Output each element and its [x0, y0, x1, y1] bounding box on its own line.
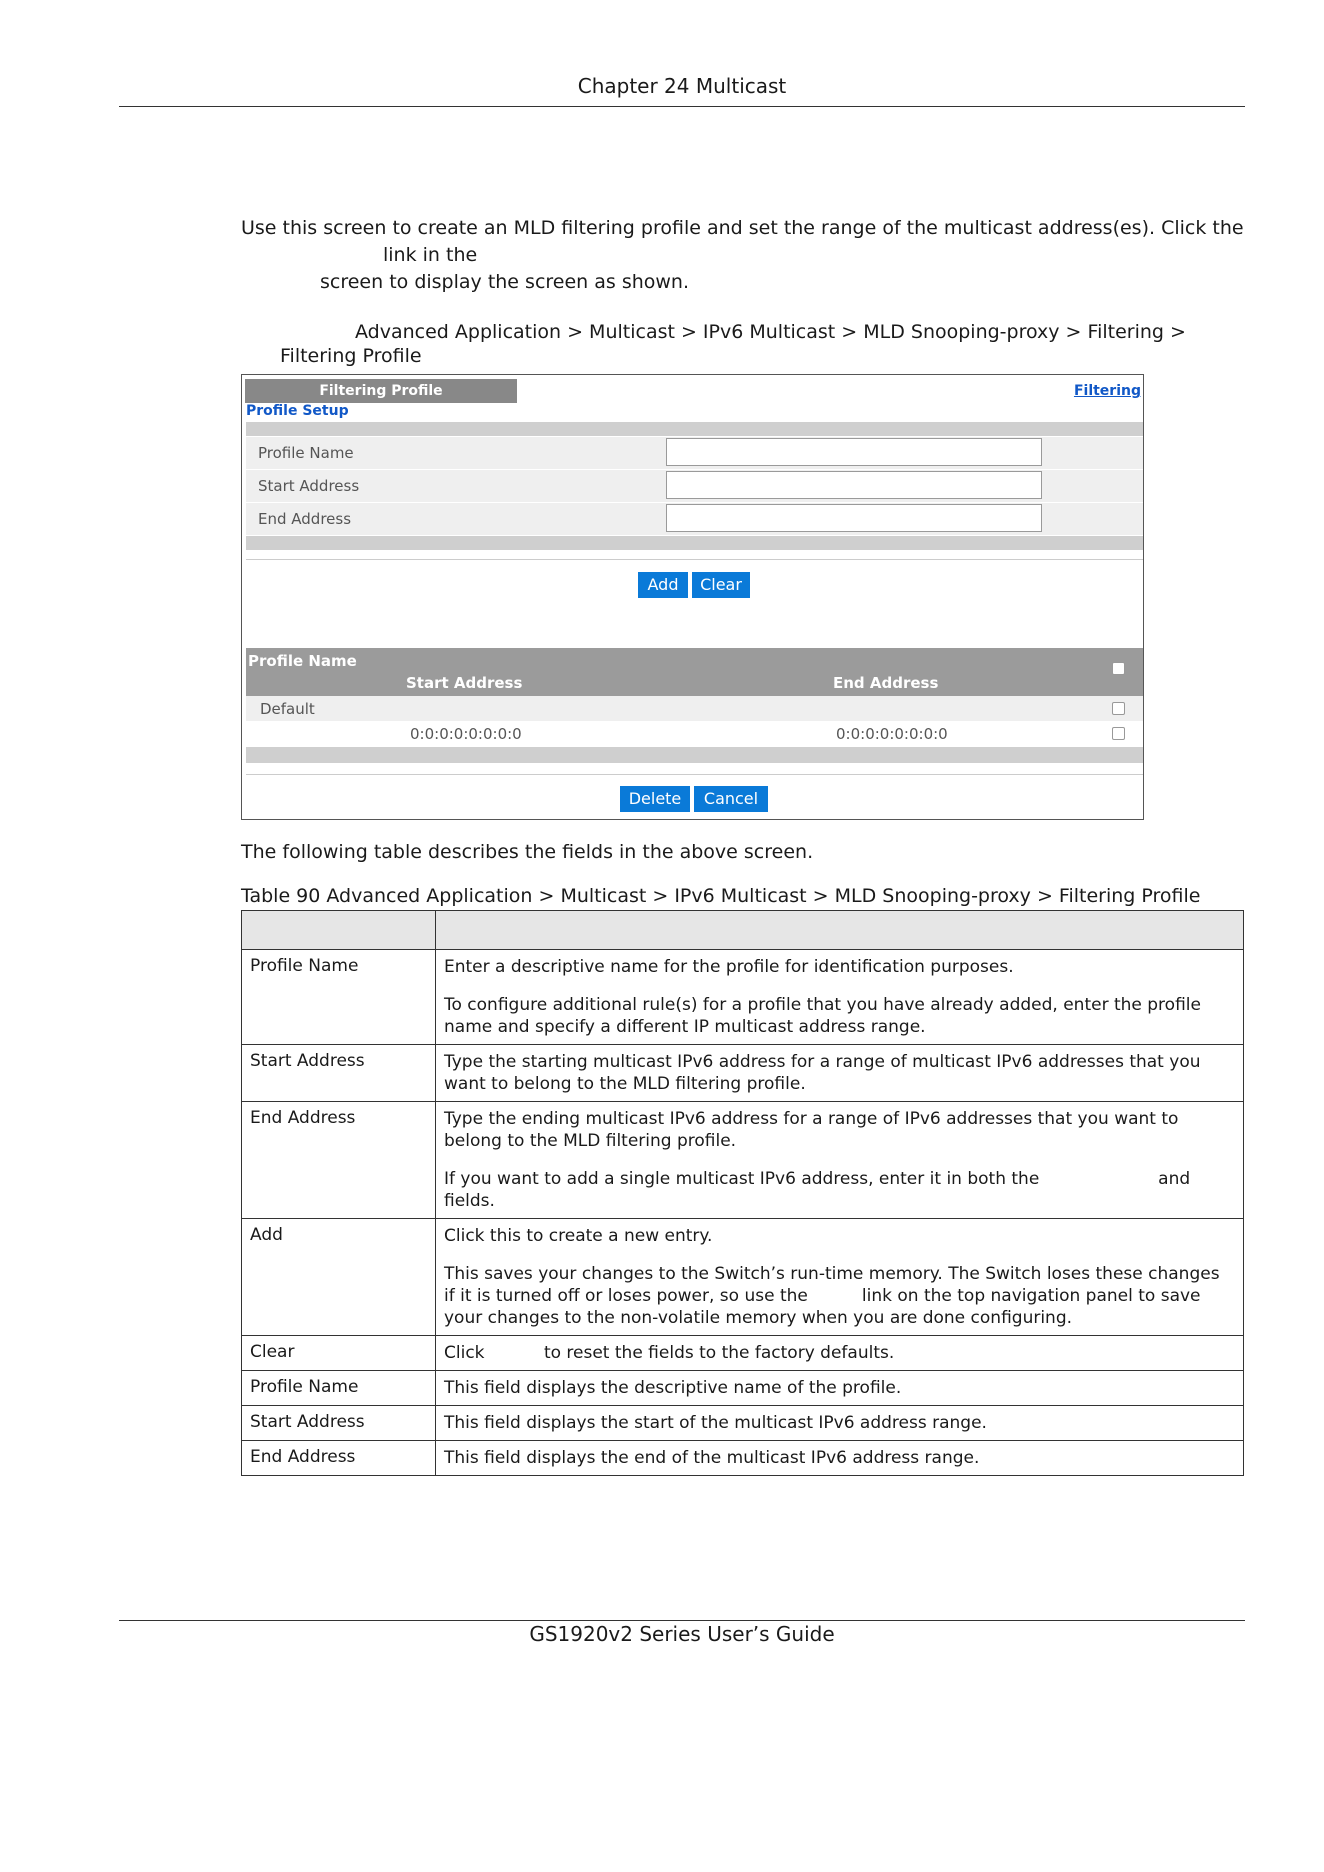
- intro-line-3: screen to display the screen as shown.: [320, 271, 690, 293]
- range-end-value: 0:0:0:0:0:0:0:0: [836, 725, 948, 743]
- start-address-label: Start Address: [258, 477, 360, 495]
- table-row: [242, 1219, 1244, 1336]
- row-description: [436, 1045, 1244, 1102]
- intro-line-2: link in the: [383, 244, 478, 266]
- table-row: [242, 950, 1244, 1045]
- header-divider: [119, 106, 1245, 107]
- description-text: Click to reset the fields to the factory defaults.: [444, 1343, 895, 1363]
- form-bottom-bar: [246, 536, 1143, 550]
- intro-line-1: Use this screen to create an MLD filtering profile and set the range of the multicast address(es). Click the: [241, 217, 1244, 239]
- range-row: [246, 721, 1143, 746]
- row-label: Profile Name: [242, 950, 436, 1045]
- row-label: Start Address: [242, 1406, 436, 1441]
- row-label: Start Address: [242, 1045, 436, 1102]
- table-caption: Table 90 Advanced Application > Multicast > IPv6 Multicast > MLD Snooping-proxy > Filtering Profile: [241, 885, 1201, 907]
- table-intro: The following table describes the fields in the above screen.: [241, 841, 814, 863]
- col-start-address: Start Address: [406, 674, 523, 692]
- row-label: Profile Name: [242, 1371, 436, 1406]
- description-text: This field displays the start of the multicast IPv6 address range.: [444, 1413, 987, 1433]
- profile-name-input[interactable]: [666, 438, 1042, 466]
- footer-guide-title: GS1920v2 Series User’s Guide: [529, 1622, 835, 1646]
- table-header-description: [436, 911, 1244, 950]
- profile-name-label: Profile Name: [258, 444, 354, 462]
- range-start-value: 0:0:0:0:0:0:0:0: [410, 725, 522, 743]
- description-table: [241, 910, 1277, 1476]
- table-row: [242, 1102, 1244, 1219]
- profile-setup-heading: Profile Setup: [246, 403, 349, 419]
- row-label: End Address: [242, 1441, 436, 1476]
- row-label: Add: [242, 1219, 436, 1336]
- row-label: Clear: [242, 1336, 436, 1371]
- row-label: End Address: [242, 1102, 436, 1219]
- table-row: [242, 1441, 1244, 1476]
- table-header-label: [242, 911, 436, 950]
- description-text: Click this to create a new entry.: [444, 1226, 713, 1246]
- row-description: [436, 1441, 1244, 1476]
- description-text: Type the starting multicast IPv6 address for a range of multicast IPv6 addresses that you want to belong to the MLD filtering profile.: [444, 1052, 1201, 1094]
- select-all-checkbox[interactable]: [1112, 662, 1125, 675]
- description-text: This field displays the end of the multicast IPv6 address range.: [444, 1448, 980, 1468]
- filtering-profile-panel: [241, 374, 1144, 820]
- description-text: This saves your changes to the Switch’s run-time memory. The Switch loses these changes if it is turned off or loses power, so use the link on the top navigation panel to save your changes to the non-volatile memory when you are done configuring.: [444, 1264, 1225, 1328]
- cancel-button[interactable]: Cancel: [694, 786, 768, 812]
- description-text: Enter a descriptive name for the profile for identification purposes.: [444, 957, 1014, 977]
- section-bar: [246, 422, 1143, 436]
- row-description: [436, 1406, 1244, 1441]
- row-description: [436, 1336, 1244, 1371]
- table-row: [242, 1371, 1244, 1406]
- table-row: [242, 1406, 1244, 1441]
- add-button[interactable]: Add: [638, 572, 688, 598]
- end-address-label: End Address: [258, 510, 352, 528]
- footer-divider: [119, 1620, 1245, 1621]
- filtering-link[interactable]: Filtering: [1073, 383, 1141, 399]
- figure-caption-line-2: Filtering Profile: [280, 345, 422, 367]
- profile-row-default: [246, 696, 1143, 721]
- end-address-input[interactable]: [666, 504, 1042, 532]
- description-text: This field displays the descriptive name of the profile.: [444, 1378, 902, 1398]
- figure-caption-line-1: Advanced Application > Multicast > IPv6 Multicast > MLD Snooping-proxy > Filtering >: [355, 321, 1186, 343]
- profile-row-checkbox[interactable]: [1112, 702, 1125, 715]
- table-row: [242, 1045, 1244, 1102]
- description-text: Type the ending multicast IPv6 address for a range of IPv6 addresses that you want to belong to the MLD filtering profile.: [444, 1109, 1179, 1151]
- chapter-title: Chapter 24 Multicast: [577, 74, 787, 98]
- row-description: [436, 1102, 1277, 1219]
- clear-button[interactable]: Clear: [692, 572, 750, 598]
- profile-list-header: [246, 648, 1143, 696]
- start-address-row: [246, 470, 1143, 503]
- list-divider: [246, 774, 1143, 775]
- delete-button[interactable]: Delete: [620, 786, 690, 812]
- row-description: [436, 1371, 1244, 1406]
- table-row: [242, 1336, 1244, 1371]
- table-header-row: [242, 911, 1244, 950]
- end-address-row: [246, 503, 1143, 536]
- description-text: To configure additional rule(s) for a profile that you have already added, enter the profile name and specify a different IP multicast address range.: [444, 995, 1201, 1037]
- list-bottom-bar: [246, 747, 1143, 763]
- range-row-checkbox[interactable]: [1112, 727, 1125, 740]
- col-end-address: End Address: [833, 674, 939, 692]
- row-description: [436, 1219, 1244, 1336]
- profile-name-row: [246, 437, 1143, 470]
- row-description: [436, 950, 1244, 1045]
- form-divider: [246, 559, 1143, 560]
- col-profile-name: Profile Name: [248, 652, 357, 670]
- profile-row-name: Default: [260, 700, 315, 718]
- start-address-input[interactable]: [666, 471, 1042, 499]
- panel-tab-title: Filtering Profile: [245, 379, 517, 403]
- description-text: If you want to add a single multicast IPv6 address, enter it in both the and fields.: [444, 1169, 1277, 1211]
